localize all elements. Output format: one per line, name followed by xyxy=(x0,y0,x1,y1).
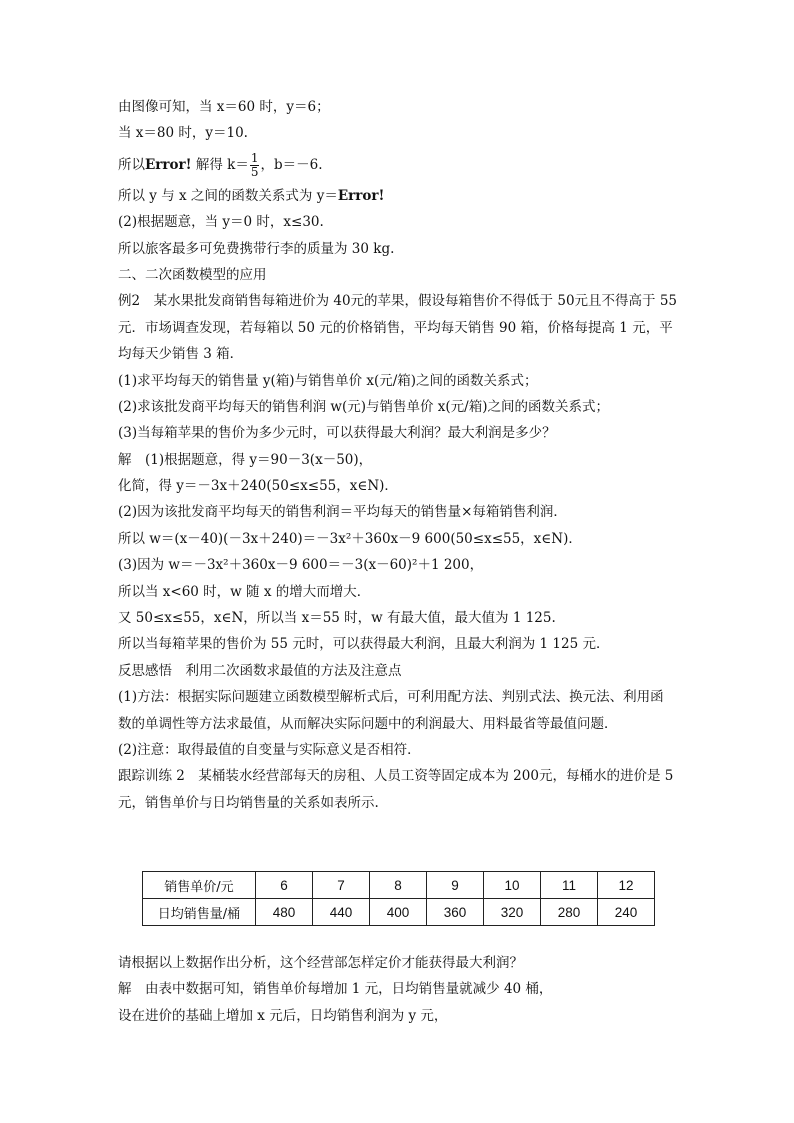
text-line: 设在进价的基础上增加 x 元后，日均销售利润为 y 元， xyxy=(118,1007,448,1024)
table-cell: 7 xyxy=(313,872,370,899)
text-line: 数的单调性等方法求最值，从而解决实际问题中的利润最大、用料最省等最值问题． xyxy=(118,715,618,732)
text-line: 均每天少销售 3 箱． xyxy=(118,346,244,363)
text-line: 跟踪训练 2 某桶装水经营部每天的房租、人员工资等固定成本为 200元，每桶水的进价是 5 xyxy=(118,768,674,785)
solve-line xyxy=(118,147,678,183)
table-cell: 11 xyxy=(541,872,598,899)
table-cell: 320 xyxy=(484,899,541,926)
document-body xyxy=(118,94,678,816)
text-fragment: 所以 xyxy=(118,156,145,173)
text-line: (3)当每箱苹果的售价为多少元时，可以获得最大利润？最大利润是多少？ xyxy=(118,425,556,442)
text-line: 所以当 x<60 时，w 随 x 的增大而增大． xyxy=(118,583,371,600)
text-line: (1)求平均每天的销售量 y(箱)与销售单价 x(元/箱)之间的函数关系式； xyxy=(118,372,538,389)
text-line: (2)求该批发商平均每天的销售利润 w(元)与销售单价 x(元/箱)之间的函数关系式； xyxy=(118,398,609,415)
text-line: 元．市场调查发现，若每箱以 50 元的价格销售，平均每天销售 90 箱，价格每提高 1 元，平 xyxy=(118,319,673,336)
error-field: Error! xyxy=(337,187,385,204)
fraction xyxy=(250,152,260,179)
text-fragment: ，b＝－6. xyxy=(260,156,323,173)
table-cell: 360 xyxy=(427,899,484,926)
table-header-cell: 日均销售量/桶 xyxy=(143,899,256,926)
table-cell: 480 xyxy=(256,899,313,926)
price-sales-table xyxy=(142,871,655,926)
text-line: 又 50≤x≤55，x∈N，所以当 x＝55 时，w 有最大值，最大值为 1 125. xyxy=(118,610,556,627)
text-line: 元，销售单价与日均销售量的关系如表所示. xyxy=(118,794,379,811)
text-line: (2)根据题意，当 y＝0 时，x≤30. xyxy=(118,214,324,231)
table-cell: 8 xyxy=(370,872,427,899)
table-cell: 6 xyxy=(256,872,313,899)
text-line: 所以当每箱苹果的售价为 55 元时，可以获得最大利润，且最大利润为 1 125 元． xyxy=(118,636,610,653)
table-cell: 440 xyxy=(313,899,370,926)
text-line: (3)因为 w＝－3x²＋360x－9 600＝－3(x－60)²＋1 200， xyxy=(118,557,484,574)
text-line: 所以旅客最多可免费携带行李的质量为 30 kg. xyxy=(118,240,395,257)
table-cell: 9 xyxy=(427,872,484,899)
text-line: 例2 某水果批发商销售每箱进价为 40元的苹果，假设每箱售价不得低于 50元且不得高于 55 xyxy=(118,293,677,310)
text-line: 请根据以上数据作出分析，这个经营部怎样定价才能获得最大利润？ xyxy=(118,955,523,971)
fraction-denominator: 5 xyxy=(250,164,259,179)
fraction-numerator: 1 xyxy=(250,150,259,165)
text-line: (1)方法：根据实际问题建立函数模型解析式后，可利用配方法、判别式法、换元法、利用函 xyxy=(118,689,664,706)
text-line: 所以 w＝(x－40)(－3x＋240)＝－3x²＋360x－9 600(50≤x≤55，x∈N)． xyxy=(118,530,582,547)
table-row xyxy=(143,872,655,899)
table-cell: 240 xyxy=(598,899,655,926)
section-heading: 二、二次函数模型的应用 xyxy=(118,266,267,283)
table-cell: 10 xyxy=(484,872,541,899)
text-line: (2)注意：取得最值的自变量与实际意义是否相符． xyxy=(118,741,421,758)
text-line: 由图像可知，当 x＝60 时，y＝6； xyxy=(118,99,330,115)
table-header-cell: 销售单价/元 xyxy=(143,872,256,899)
text-line xyxy=(118,183,678,209)
table-row xyxy=(143,899,655,926)
section-heading: 反思感悟 利用二次函数求最值的方法及注意点 xyxy=(118,662,402,679)
text-line: 当 x＝80 时，y＝10. xyxy=(118,125,248,142)
text-line: 解 (1)根据题意，得 y＝90－3(x－50)， xyxy=(118,451,373,468)
text-line: 解 由表中数据可知，销售单价每增加 1 元，日均销售量就减少 40 桶， xyxy=(118,981,553,998)
error-field: Error! xyxy=(145,156,192,173)
table-cell: 280 xyxy=(541,899,598,926)
table-cell: 12 xyxy=(598,872,655,899)
text-fragment: 所以 y 与 x 之间的函数关系式为 y＝ xyxy=(118,187,338,204)
text-line: (2)因为该批发商平均每天的销售利润＝平均每天的销售量×每箱销售利润． xyxy=(118,504,567,521)
table-cell: 400 xyxy=(370,899,427,926)
text-fragment: 解得 k＝ xyxy=(191,156,249,173)
text-line: 化简，得 y＝－3x＋240(50≤x≤55，x∈N)． xyxy=(118,478,398,495)
document-continuation xyxy=(118,950,678,1029)
